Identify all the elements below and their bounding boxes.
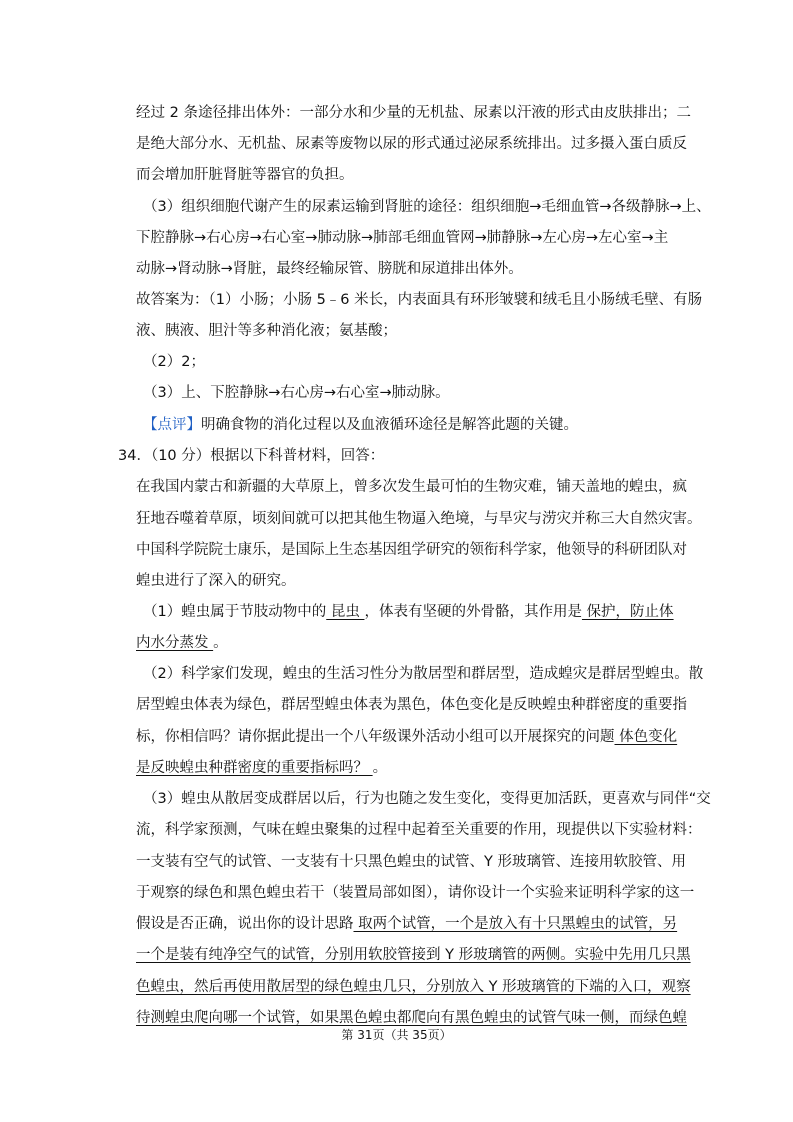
question-heading: 34．（10 分）根据以下科普材料，回答：: [118, 448, 385, 464]
sub-question-2-cont: [136, 758, 387, 778]
q2-end: 。: [372, 760, 388, 776]
material-line: 蝗虫进行了深入的研究。: [136, 573, 296, 589]
q3-answer: 一个是装有纯净空气的试管，分别用软胶管接到 Y 形玻璃管的两侧。实验中先用几只黑: [136, 947, 691, 963]
q1-answer-2: 保护，防止体: [581, 604, 674, 620]
review-line: [143, 415, 578, 435]
q2-text: 标，你相信吗？请你据此提出一个八年级课外活动小组可以开展探究的问题: [136, 729, 615, 745]
sub-question-3: [136, 914, 677, 934]
q1-end: 。: [213, 635, 228, 651]
text-line: 下腔静脉→右心房→右心室→肺动脉→肺部毛细血管网→肺静脉→左心房→左心室→主: [136, 230, 669, 246]
q2-answer: 体色变化: [614, 729, 678, 745]
page-footer: 第 31页（共 35页）: [341, 1028, 452, 1042]
q3-answer: 取两个试管，一个是放入有十只黑蝗虫的试管，另: [353, 916, 678, 932]
material-line: 在我国内蒙古和新疆的大草原上，曾多次发生最可怕的生物灾难，铺天盖地的蝗虫，疯: [136, 479, 687, 495]
sub-question-2: （2）科学家们发现，蝗虫的生活习性分为散居型和群居型，造成蝗灾是群居型蝗虫。散: [143, 666, 704, 682]
q1-answer-1: 昆虫: [326, 604, 365, 620]
text-line: 而会增加肝脏肾脏等器官的负担。: [136, 167, 354, 183]
material-line: 狂地吞噬着草原，顷刻间就可以把其他生物逼入绝境，与旱灾与涝灾并称三大自然灾害。: [136, 511, 702, 527]
answer-line: （3）上、下腔静脉→右心房→右心室→肺动脉。: [143, 385, 450, 401]
text-line: 经过 2 条途径排出体外：一部分水和少量的无机盐、尿素以汗液的形式由皮肤排出；二: [136, 105, 691, 121]
q3-text: 假设是否正确，说出你的设计思路: [136, 916, 354, 932]
q1-text: （1）蝗虫属于节肢动物中的: [143, 604, 327, 620]
text-line: 是绝大部分水、无机盐、尿素等废物以尿的形式通过泌尿系统排出。过多摄入蛋白质反: [136, 136, 687, 152]
answer-line: （2）2；: [143, 354, 205, 370]
sub-question-3: 于观察的绿色和黑色蝗虫若干（装置局部如图），请你设计一个实验来证明科学家的这一: [136, 885, 695, 901]
review-tag: 【点评】: [143, 417, 201, 433]
answer-line: 故答案为：（1）小肠；小肠 5﹣6 米长，内表面具有环形皱襞和绒毛且小肠绒毛壁、有肠: [136, 292, 703, 308]
sub-question-2: 居型蝗虫体表为绿色，群居型蝗虫体表为黑色，体色变化是反映蝗虫种群密度的重要指: [136, 697, 687, 713]
sub-question-1: [143, 602, 674, 622]
q1-text-2: ，体表有坚硬的外骨骼，其作用是: [364, 604, 582, 620]
sub-question-1-cont: [136, 633, 228, 653]
sub-question-3: 流，科学家预测，气味在蝗虫聚集的过程中起着至关重要的作用，现提供以下实验材料：: [136, 822, 702, 838]
q3-answer: 待测蝗虫爬向哪一个试管，如果黑色蝗虫都爬向有黑色蝗虫的试管气味一侧，而绿色蝗: [136, 1010, 687, 1026]
sub-question-2: [136, 727, 677, 747]
q1-answer-2-cont: 内水分蒸发: [136, 635, 214, 651]
sub-question-3: 一支装有空气的试管、一支装有十只黑色蝗虫的试管、Y 形玻璃管、连接用软胶管、用: [136, 854, 686, 870]
answer-line: 液、胰液、胆汁等多种消化液；氨基酸；: [136, 323, 397, 339]
text-line: 动脉→肾动脉→肾脏，最终经输尿管、膀胱和尿道排出体外。: [136, 261, 523, 277]
q3-answer: 色蝗虫，然后再使用散居型的绿色蝗虫几只，分别放入 Y 形玻璃管的下端的入口，观察: [136, 979, 691, 995]
material-line: 中国科学院院士康乐，是国际上生态基因组学研究的领衔科学家，他领导的科研团队对: [136, 542, 687, 558]
sub-question-3: （3）蝗虫从散居变成群居以后，行为也随之发生变化，变得更加活跃，更喜欢与同伴“交: [143, 791, 711, 807]
text-line: （3）组织细胞代谢产生的尿素运输到肾脏的途径：组织细胞→毛细血管→各级静脉→上、: [143, 199, 711, 215]
q2-answer-cont: 是反映蝗虫种群密度的重要指标吗？: [136, 760, 373, 776]
review-text: 明确食物的消化过程以及血液循环途径是解答此题的关键。: [201, 417, 578, 433]
